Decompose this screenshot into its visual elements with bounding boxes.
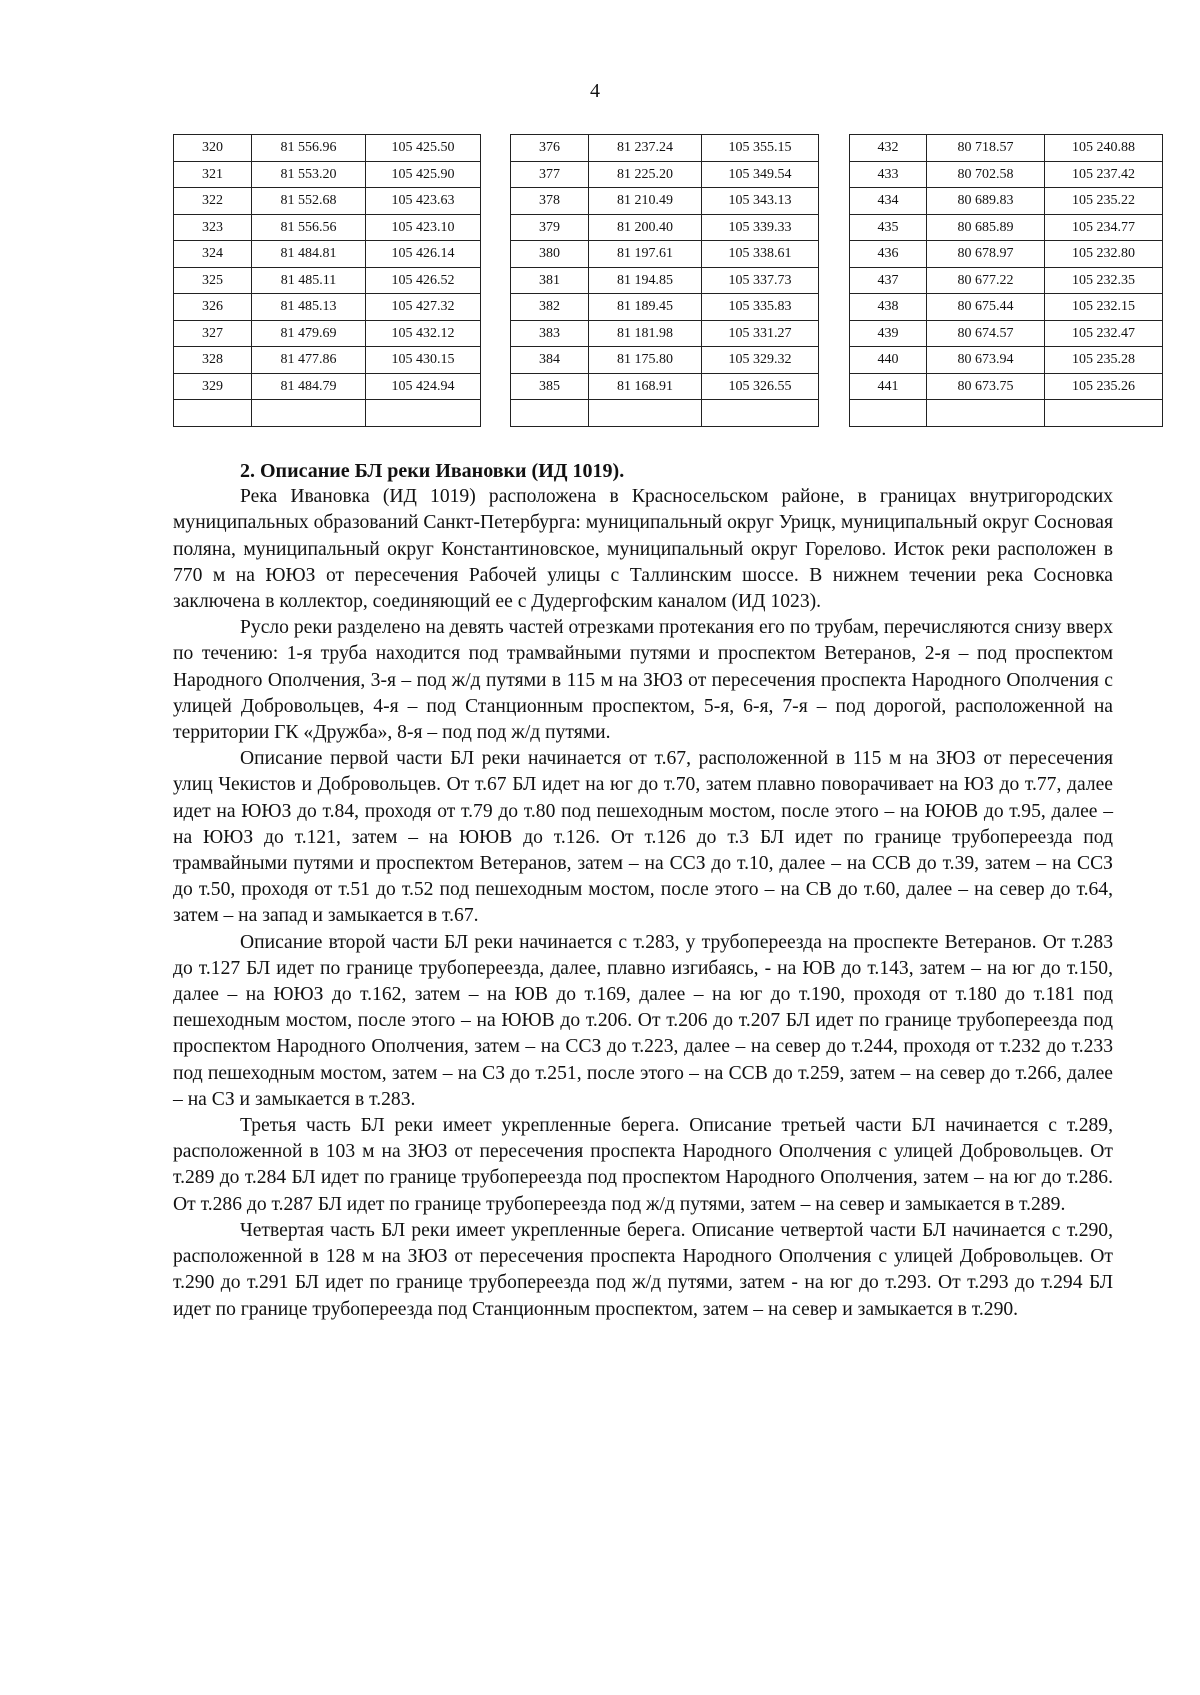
y-coordinate-cell: 105 237.42 bbox=[1045, 161, 1163, 188]
point-number-cell: 439 bbox=[850, 320, 927, 347]
table-row bbox=[174, 241, 481, 268]
table-row bbox=[850, 214, 1163, 241]
point-number-cell: 440 bbox=[850, 347, 927, 374]
x-coordinate-cell: 80 718.57 bbox=[927, 135, 1045, 162]
point-number-cell: 326 bbox=[174, 294, 252, 321]
paragraph: Четвертая часть БЛ реки имеет укрепленные берега. Описание четвертой части БЛ начинается с т.290, расположенной в 128 м на ЗЮЗ от пересечения проспекта Народного Ополчения с улицей Добровольцев. От т.290 до т.291 БЛ идет по границе трубопереезда под ж/д путями, затем - на юг до т.293. От т.293 до т.294 БЛ идет по границе трубопереезда под Станционным проспектом, затем – на север и замыкается в т.290. bbox=[173, 1219, 1113, 1320]
y-coordinate-cell bbox=[366, 400, 481, 427]
table-row bbox=[850, 267, 1163, 294]
table-row bbox=[174, 161, 481, 188]
point-number-cell: 323 bbox=[174, 214, 252, 241]
x-coordinate-cell: 81 553.20 bbox=[252, 161, 366, 188]
coordinates-table bbox=[510, 134, 819, 427]
point-number-cell: 433 bbox=[850, 161, 927, 188]
x-coordinate-cell: 81 237.24 bbox=[589, 135, 702, 162]
paragraph: Русло реки разделено на девять частей отрезками протекания его по трубам, перечисляются снизу вверх по течению: 1-я труба находится под трамвайными путями и проспектом Ветеранов, 2-я – под проспектом Народного Ополчения, 3-я – под ж/д путями в 115 м на ЗЮЗ от пересечения проспекта Народного Ополчения с улицей Добровольцев, 4-я – под Станционным проспектом, 5-я, 6-я, 7-я – под дорогой, расположенной на территории ГК «Дружба», 8-я – под под ж/д путями. bbox=[173, 617, 1113, 744]
coordinates-table bbox=[173, 134, 481, 427]
y-coordinate-cell: 105 338.61 bbox=[702, 241, 819, 268]
coordinates-table bbox=[849, 134, 1163, 427]
y-coordinate-cell: 105 235.28 bbox=[1045, 347, 1163, 374]
table-row bbox=[511, 135, 819, 162]
table-row bbox=[511, 267, 819, 294]
table-row bbox=[511, 214, 819, 241]
point-number-cell: 434 bbox=[850, 188, 927, 215]
table-row bbox=[850, 161, 1163, 188]
x-coordinate-cell: 81 200.40 bbox=[589, 214, 702, 241]
table-row bbox=[511, 400, 819, 427]
y-coordinate-cell: 105 423.63 bbox=[366, 188, 481, 215]
x-coordinate-cell: 81 210.49 bbox=[589, 188, 702, 215]
x-coordinate-cell: 80 685.89 bbox=[927, 214, 1045, 241]
y-coordinate-cell: 105 349.54 bbox=[702, 161, 819, 188]
y-coordinate-cell: 105 240.88 bbox=[1045, 135, 1163, 162]
x-coordinate-cell: 81 556.56 bbox=[252, 214, 366, 241]
x-coordinate-cell: 81 552.68 bbox=[252, 188, 366, 215]
point-number-cell: 324 bbox=[174, 241, 252, 268]
x-coordinate-cell: 81 556.96 bbox=[252, 135, 366, 162]
table-row bbox=[511, 161, 819, 188]
x-coordinate-cell: 81 484.79 bbox=[252, 373, 366, 400]
y-coordinate-cell: 105 232.15 bbox=[1045, 294, 1163, 321]
table-row bbox=[511, 373, 819, 400]
x-coordinate-cell: 80 673.75 bbox=[927, 373, 1045, 400]
point-number-cell: 377 bbox=[511, 161, 589, 188]
x-coordinate-cell: 81 479.69 bbox=[252, 320, 366, 347]
point-number-cell: 437 bbox=[850, 267, 927, 294]
paragraph: Река Ивановка (ИД 1019) расположена в Красносельском районе, в границах внутригородских муниципальных образований Санкт-Петербурга: муниципальный округ Урицк, муниципальный округ Сосновая поляна, муниципальный округ Константиновское, муниципальный округ Горелово. Исток реки расположен в 770 м на ЮЮЗ от пересечения Рабочей улицы с Таллинским шоссе. В нижнем течении река Сосновка заключена в коллектор, соединяющий ее с Дудергофским каналом (ИД 1023). bbox=[173, 486, 1113, 613]
point-number-cell: 321 bbox=[174, 161, 252, 188]
point-number-cell: 435 bbox=[850, 214, 927, 241]
table-row bbox=[850, 294, 1163, 321]
table-row bbox=[511, 241, 819, 268]
point-number-cell: 379 bbox=[511, 214, 589, 241]
point-number-cell: 385 bbox=[511, 373, 589, 400]
table-row bbox=[174, 347, 481, 374]
point-number-cell: 329 bbox=[174, 373, 252, 400]
y-coordinate-cell: 105 426.52 bbox=[366, 267, 481, 294]
table-row bbox=[850, 188, 1163, 215]
y-coordinate-cell: 105 427.32 bbox=[366, 294, 481, 321]
paragraph: Третья часть БЛ реки имеет укрепленные берега. Описание третьей части БЛ начинается с т.289, расположенной в 103 м на ЗЮЗ от пересечения проспекта Народного Ополчения с улицей Добровольцев. От т.289 до т.284 БЛ идет по границе трубопереезда под проспектом Народного Ополчения, затем – на юг до т.286. От т.286 до т.287 БЛ идет по границе трубопереезда под ж/д путями, затем – на север и замыкается в т.289. bbox=[173, 1115, 1113, 1215]
x-coordinate-cell: 80 689.83 bbox=[927, 188, 1045, 215]
x-coordinate-cell: 81 168.91 bbox=[589, 373, 702, 400]
point-number-cell: 320 bbox=[174, 135, 252, 162]
x-coordinate-cell: 81 181.98 bbox=[589, 320, 702, 347]
point-number-cell: 378 bbox=[511, 188, 589, 215]
table-row bbox=[511, 320, 819, 347]
point-number-cell: 380 bbox=[511, 241, 589, 268]
y-coordinate-cell: 105 432.12 bbox=[366, 320, 481, 347]
table-row bbox=[850, 373, 1163, 400]
x-coordinate-cell: 80 678.97 bbox=[927, 241, 1045, 268]
point-number-cell bbox=[174, 400, 252, 427]
section-content bbox=[173, 458, 1113, 1323]
table-row bbox=[174, 267, 481, 294]
y-coordinate-cell: 105 430.15 bbox=[366, 347, 481, 374]
table-row bbox=[511, 347, 819, 374]
y-coordinate-cell: 105 326.55 bbox=[702, 373, 819, 400]
x-coordinate-cell bbox=[927, 400, 1045, 427]
point-number-cell: 381 bbox=[511, 267, 589, 294]
table-row bbox=[174, 135, 481, 162]
table-row bbox=[174, 320, 481, 347]
y-coordinate-cell: 105 337.73 bbox=[702, 267, 819, 294]
section-heading: 2. Описание БЛ реки Ивановки (ИД 1019). bbox=[240, 460, 625, 482]
table-row bbox=[174, 188, 481, 215]
x-coordinate-cell: 80 674.57 bbox=[927, 320, 1045, 347]
x-coordinate-cell: 81 175.80 bbox=[589, 347, 702, 374]
table-row bbox=[511, 294, 819, 321]
x-coordinate-cell: 81 194.85 bbox=[589, 267, 702, 294]
point-number-cell: 327 bbox=[174, 320, 252, 347]
y-coordinate-cell: 105 329.32 bbox=[702, 347, 819, 374]
x-coordinate-cell bbox=[589, 400, 702, 427]
point-number-cell: 432 bbox=[850, 135, 927, 162]
point-number-cell: 376 bbox=[511, 135, 589, 162]
y-coordinate-cell: 105 426.14 bbox=[366, 241, 481, 268]
x-coordinate-cell: 81 225.20 bbox=[589, 161, 702, 188]
y-coordinate-cell bbox=[702, 400, 819, 427]
point-number-cell bbox=[850, 400, 927, 427]
y-coordinate-cell: 105 232.80 bbox=[1045, 241, 1163, 268]
point-number-cell bbox=[511, 400, 589, 427]
paragraph: Описание первой части БЛ реки начинается от т.67, расположенной в 115 м на ЗЮЗ от пересечения улиц Чекистов и Добровольцев. От т.67 БЛ идет на юг до т.70, затем плавно поворачивает на ЮЗ до т.77, далее идет на ЮЮЗ до т.84, проходя от т.79 до т.80 под пешеходным мостом, после этого – на ЮЮВ до т.95, далее – на ЮЮЗ до т.121, затем – на ЮЮВ до т.126. От т.126 до т.3 БЛ идет по границе трубопереезда под трамвайными путями и проспектом Ветеранов, затем – на ССЗ до т.10, далее – на ССВ до т.39, затем – на ССЗ до т.50, проходя от т.51 до т.52 под пешеходным мостом, после этого – на СВ до т.60, далее – на север до т.64, затем – на запад и замыкается в т.67. bbox=[173, 748, 1113, 927]
point-number-cell: 441 bbox=[850, 373, 927, 400]
y-coordinate-cell: 105 424.94 bbox=[366, 373, 481, 400]
y-coordinate-cell: 105 343.13 bbox=[702, 188, 819, 215]
point-number-cell: 384 bbox=[511, 347, 589, 374]
y-coordinate-cell: 105 335.83 bbox=[702, 294, 819, 321]
x-coordinate-cell: 81 484.81 bbox=[252, 241, 366, 268]
table-row bbox=[850, 400, 1163, 427]
table-row bbox=[174, 373, 481, 400]
point-number-cell: 436 bbox=[850, 241, 927, 268]
x-coordinate-cell: 81 477.86 bbox=[252, 347, 366, 374]
y-coordinate-cell: 105 234.77 bbox=[1045, 214, 1163, 241]
y-coordinate-cell: 105 355.15 bbox=[702, 135, 819, 162]
table-row bbox=[511, 188, 819, 215]
y-coordinate-cell: 105 232.47 bbox=[1045, 320, 1163, 347]
x-coordinate-cell: 80 702.58 bbox=[927, 161, 1045, 188]
y-coordinate-cell: 105 331.27 bbox=[702, 320, 819, 347]
x-coordinate-cell: 81 485.11 bbox=[252, 267, 366, 294]
paragraph: Описание второй части БЛ реки начинается с т.283, у трубопереезда на проспекте Ветеранов. От т.283 до т.127 БЛ идет по границе трубопереезда, далее, плавно изгибаясь, - на ЮВ до т.143, затем – на юг до т.150, далее – на ЮЮЗ до т.162, затем – на ЮВ до т.169, далее – на юг до т.190, проходя от т.180 до т.181 под пешеходным мостом, после этого – на ЮЮВ до т.206. От т.206 до т.207 БЛ идет по границе трубопереезда под проспектом Народного Ополчения, затем – на ССЗ до т.223, далее – на север до т.244, проходя от т.232 до т.233 под пешеходным мостом, затем – на СЗ до т.251, после этого – на ССВ до т.259, затем – на север до т.266, далее – на СЗ и замыкается в т.283. bbox=[173, 931, 1113, 1110]
x-coordinate-cell: 80 675.44 bbox=[927, 294, 1045, 321]
y-coordinate-cell: 105 235.22 bbox=[1045, 188, 1163, 215]
point-number-cell: 382 bbox=[511, 294, 589, 321]
x-coordinate-cell: 81 485.13 bbox=[252, 294, 366, 321]
x-coordinate-cell: 80 673.94 bbox=[927, 347, 1045, 374]
y-coordinate-cell: 105 232.35 bbox=[1045, 267, 1163, 294]
point-number-cell: 322 bbox=[174, 188, 252, 215]
x-coordinate-cell: 81 197.61 bbox=[589, 241, 702, 268]
table-row bbox=[850, 347, 1163, 374]
table-row bbox=[850, 135, 1163, 162]
x-coordinate-cell bbox=[252, 400, 366, 427]
point-number-cell: 438 bbox=[850, 294, 927, 321]
table-row bbox=[174, 294, 481, 321]
y-coordinate-cell: 105 339.33 bbox=[702, 214, 819, 241]
y-coordinate-cell: 105 423.10 bbox=[366, 214, 481, 241]
y-coordinate-cell: 105 235.26 bbox=[1045, 373, 1163, 400]
table-row bbox=[850, 320, 1163, 347]
point-number-cell: 328 bbox=[174, 347, 252, 374]
y-coordinate-cell bbox=[1045, 400, 1163, 427]
table-row bbox=[850, 241, 1163, 268]
y-coordinate-cell: 105 425.90 bbox=[366, 161, 481, 188]
table-row bbox=[174, 214, 481, 241]
table-row bbox=[174, 400, 481, 427]
point-number-cell: 383 bbox=[511, 320, 589, 347]
point-number-cell: 325 bbox=[174, 267, 252, 294]
x-coordinate-cell: 80 677.22 bbox=[927, 267, 1045, 294]
y-coordinate-cell: 105 425.50 bbox=[366, 135, 481, 162]
x-coordinate-cell: 81 189.45 bbox=[589, 294, 702, 321]
page-number: 4 bbox=[590, 80, 600, 102]
